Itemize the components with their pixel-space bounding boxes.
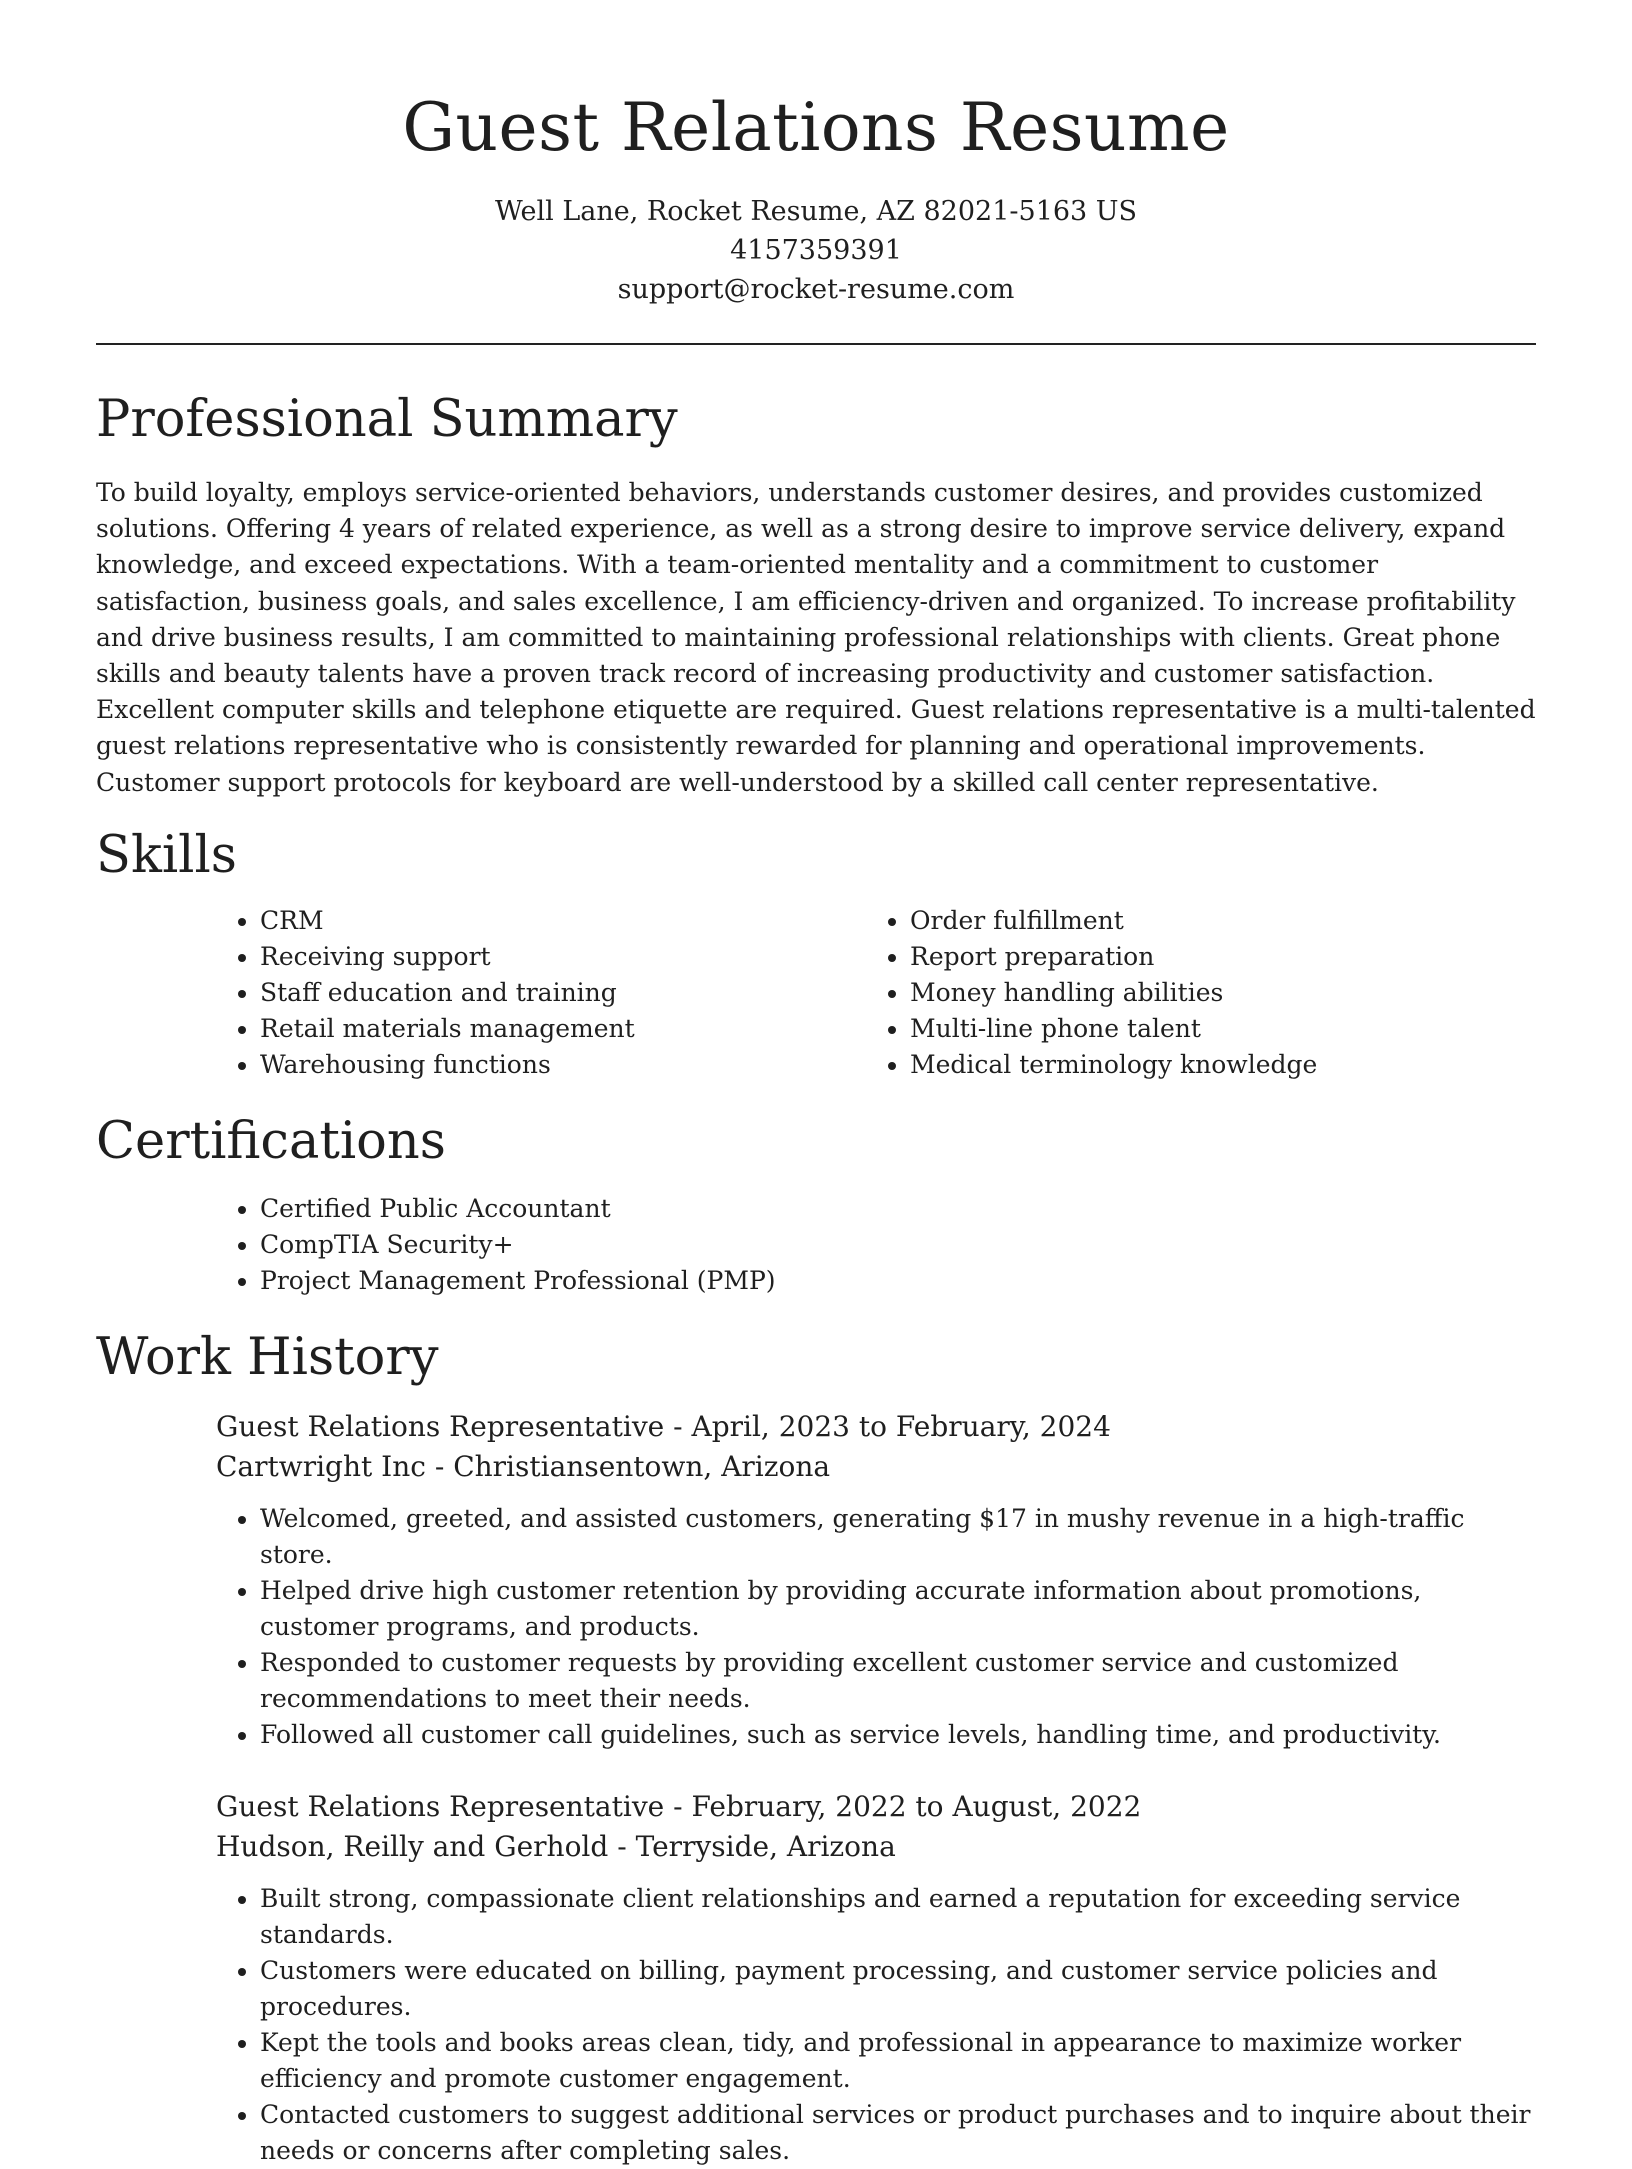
job-separator: - (664, 1789, 692, 1823)
job-title-line (216, 1407, 1536, 1447)
job-duties-list (216, 1881, 1536, 2169)
job-duty-item: • Contacted customers to suggest additional services or product purchases and to inquire about their needs or concerns after completing sales. (260, 2097, 1536, 2169)
skill-item: • Retail materials management (260, 1011, 866, 1047)
job-duty-item: • Built strong, compassionate client relationships and earned a reputation for exceeding service standards. (260, 1881, 1536, 1953)
contact-email: support@rocket-resume.com (617, 274, 1015, 305)
job-role: Guest Relations Representative (216, 1789, 665, 1823)
certification-item: • Certified Public Accountant (260, 1191, 1536, 1227)
header-divider (96, 343, 1536, 345)
job-entry (216, 1407, 1536, 1753)
skills-heading: Skills (96, 825, 237, 885)
resume-header (96, 0, 1536, 309)
job-title-line (216, 1787, 1536, 1827)
skill-item: • Order fulfillment (910, 903, 1516, 939)
job-duties (216, 1881, 1536, 2169)
job-duty-item: • Responded to customer requests by providing excellent customer service and customized recommendations to meet their needs. (260, 1645, 1536, 1717)
skill-item: • Warehousing functions (260, 1047, 866, 1083)
certification-item: • CompTIA Security+ (260, 1227, 1536, 1263)
certifications-heading: Certifications (96, 1111, 446, 1171)
contact-address: Well Lane, Rocket Resume, AZ 82021-5163 US (494, 196, 1138, 227)
contact-phone: 4157359391 (730, 235, 902, 266)
skill-item: • Receiving support (260, 939, 866, 975)
job-separator: - (425, 1449, 454, 1483)
job-duty-item: • Welcomed, greeted, and assisted customers, generating $17 in mushy revenue in a high-traffic store. (260, 1501, 1536, 1573)
skills-list-right (866, 903, 1516, 1083)
skills-grid (216, 903, 1536, 1083)
summary-text: To build loyalty, employs service-oriented behaviors, understands customer desires, and provides customized solutions. Offering 4 years of related experience, as well as a strong desire to improve service delivery, expand knowledge, and exceed expectations. With a team-oriented mentality and a commitment to customer satisfaction, business goals, and sales excellence, I am efficiency-driven and organized. To increase profitability and drive business results, I am committed to maintaining professional relationships with clients. Great phone skills and beauty talents have a proven track record of increasing productivity and customer satisfaction. Excellent computer skills and telephone etiquette are required. Guest relations representative is a multi-talented guest relations representative who is consistently rewarded for planning and operational improvements. Customer support protocols for keyboard are well-understood by a skilled call center representative. (96, 478, 1536, 797)
certifications-list (216, 1191, 1536, 1299)
skill-item: • Report preparation (910, 939, 1516, 975)
job-duty-item: • Followed all customer call guidelines, such as service levels, handling time, and productivity. (260, 1717, 1536, 1753)
job-duty-item: • Kept the tools and books areas clean, tidy, and professional in appearance to maximize worker efficiency and promote customer engagement. (260, 2025, 1536, 2097)
work-history-heading: Work History (96, 1327, 439, 1387)
skill-item: • Staff education and training (260, 975, 866, 1011)
skill-item: • Money handling abilities (910, 975, 1516, 1011)
job-company: Hudson, Reilly and Gerhold (216, 1829, 609, 1863)
job-separator: - (608, 1829, 636, 1863)
summary-heading: Professional Summary (96, 390, 678, 449)
job-dates: April, 2023 to February, 2024 (691, 1409, 1111, 1443)
job-company-line (216, 1447, 1536, 1487)
job-duties (216, 1501, 1536, 1753)
job-dates: February, 2022 to August, 2022 (691, 1789, 1142, 1823)
job-duty-item: • Customers were educated on billing, payment processing, and customer service policies and procedures. (260, 1953, 1536, 2025)
skill-item: • Multi-line phone talent (910, 1011, 1516, 1047)
certification-item: • Project Management Professional (PMP) (260, 1263, 1536, 1299)
contact-info (96, 192, 1536, 309)
job-location: Terryside, Arizona (635, 1829, 896, 1863)
skills-column-left (216, 903, 866, 1083)
skill-item: • Medical terminology knowledge (910, 1047, 1516, 1083)
job-company-line (216, 1827, 1536, 1867)
certifications-block (216, 1191, 1536, 1299)
skill-item: • CRM (260, 903, 866, 939)
skills-column-right (866, 903, 1516, 1083)
job-duty-item: • Helped drive high customer retention by providing accurate information about promotions, customer programs, and products. (260, 1573, 1536, 1645)
job-location: Christiansentown, Arizona (453, 1449, 831, 1483)
job-separator: - (664, 1409, 692, 1443)
skills-list-left (216, 903, 866, 1083)
resume-title: Guest Relations Resume (402, 89, 1230, 166)
job-role: Guest Relations Representative (216, 1409, 665, 1443)
job-company: Cartwright Inc (216, 1449, 426, 1483)
job-duties-list (216, 1501, 1536, 1753)
